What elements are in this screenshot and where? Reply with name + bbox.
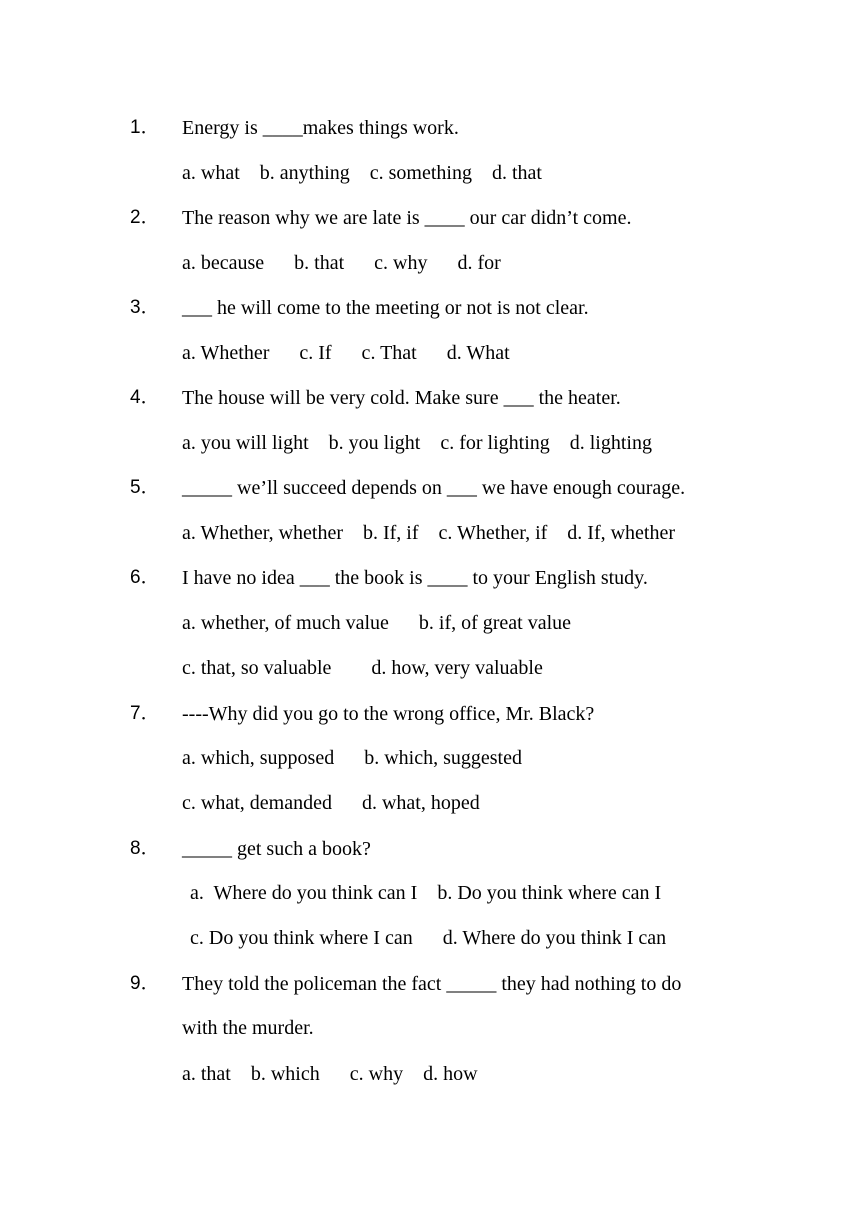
answer-options: a. because b. that c. why d. for [182, 252, 501, 274]
answer-options: c. that, so valuable d. how, very valuable [182, 657, 543, 679]
question-stem: They told the policeman the fact _____ they had nothing to do [182, 973, 682, 995]
answer-options: a. Whether c. If c. That d. What [182, 342, 510, 364]
question-number: 8． [130, 838, 160, 859]
answer-options: a. what b. anything c. something d. that [182, 162, 542, 184]
question-stem: ___ he will come to the meeting or not is not clear. [182, 297, 589, 319]
question-number: 9． [130, 973, 160, 994]
question-number: 2． [130, 207, 160, 228]
question-number: 6． [130, 567, 160, 588]
question-number: 5． [130, 477, 160, 498]
answer-options: c. what, demanded d. what, hoped [182, 792, 480, 814]
answer-options: a. that b. which c. why d. how [182, 1063, 478, 1085]
answer-options: a. which, supposed b. which, suggested [182, 747, 522, 769]
question-number: 7． [130, 703, 160, 724]
question-number: 1． [130, 117, 160, 138]
question-stem: The house will be very cold. Make sure ___ the heater. [182, 387, 621, 409]
answer-options: c. Do you think where I can d. Where do you think I can [190, 927, 667, 949]
question-stem-continued: with the murder. [182, 1017, 314, 1039]
answer-options: a. Where do you think can I b. Do you think where can I [190, 882, 662, 904]
question-number: 3． [130, 297, 160, 318]
question-stem: I have no idea ___ the book is ____ to your English study. [182, 567, 648, 589]
question-number: 4． [130, 387, 160, 408]
question-stem: _____ we’ll succeed depends on ___ we have enough courage. [182, 477, 686, 499]
answer-options: a. Whether, whether b. If, if c. Whether, if d. If, whether [182, 522, 676, 544]
answer-options: a. whether, of much value b. if, of great value [182, 612, 572, 634]
question-stem: Energy is ____makes things work. [182, 117, 459, 139]
question-stem: ----Why did you go to the wrong office, Mr. Black? [182, 703, 595, 725]
question-stem: The reason why we are late is ____ our car didn’t come. [182, 207, 632, 229]
question-stem: _____ get such a book? [182, 838, 371, 860]
answer-options: a. you will light b. you light c. for lighting d. lighting [182, 432, 652, 454]
